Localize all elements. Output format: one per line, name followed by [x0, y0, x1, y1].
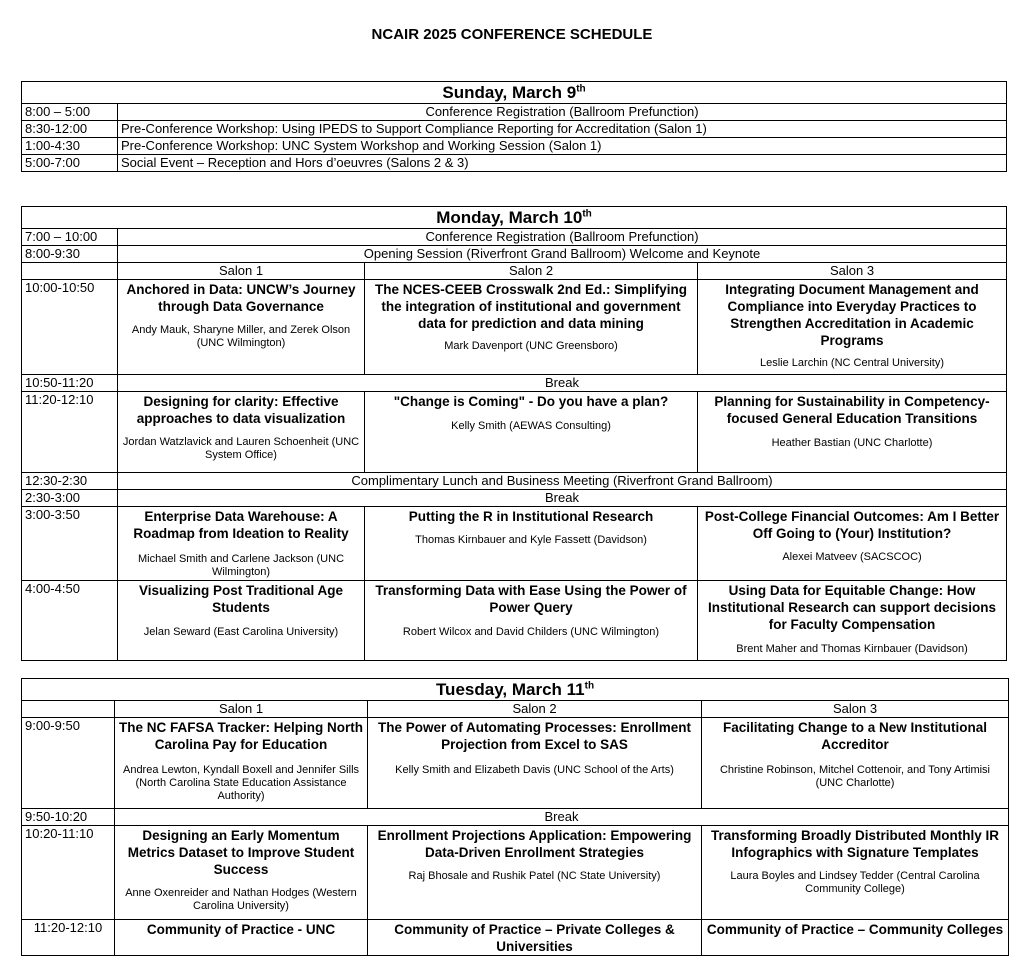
session-presenters: Kelly Smith and Elizabeth Davis (UNC School of the Arts) — [395, 764, 674, 776]
session-cell — [118, 581, 365, 661]
monday-heading: Monday, March 10th — [22, 207, 1007, 229]
session-cell — [365, 581, 698, 661]
time-cell: 1:00-4:30 — [22, 138, 118, 155]
session-cell — [698, 581, 1007, 661]
tuesday-heading: Tuesday, March 11th — [22, 679, 1009, 701]
session-title: Integrating Document Management and Compliance into Everyday Practices to Strengthen Accreditation in Academic Programs — [725, 282, 979, 348]
salon-2-header: Salon 2 — [365, 263, 698, 280]
table-row — [22, 490, 1007, 507]
time-cell: 5:00-7:00 — [22, 155, 118, 172]
session-cell — [365, 507, 698, 581]
event-cell: Opening Session (Riverfront Grand Ballroom) Welcome and Keynote — [118, 246, 1007, 263]
empty-cell — [22, 263, 118, 280]
session-row — [22, 280, 1007, 375]
session-cell — [698, 507, 1007, 581]
session-presenters: Alexei Matveev (SACSCOC) — [782, 551, 922, 563]
session-title: Planning for Sustainability in Competency-focused General Education Transitions — [714, 394, 990, 426]
session-row — [22, 507, 1007, 581]
event-cell: Pre-Conference Workshop: Using IPEDS to Support Compliance Reporting for Accreditation (Salon 1) — [118, 121, 1007, 138]
session-title: Post-College Financial Outcomes: Am I Better Off Going to (Your) Institution? — [704, 509, 1000, 541]
table-row — [22, 121, 1007, 138]
session-cell — [365, 280, 698, 375]
salon-3-header: Salon 3 — [698, 263, 1007, 280]
salon-1-header: Salon 1 — [118, 263, 365, 280]
session-title: Anchored in Data: UNCW’s Journey through Data Governance — [126, 282, 356, 314]
session-presenters: Andy Mauk, Sharyne Miller, and Zerek Olson (UNC Wilmington) — [131, 324, 351, 349]
session-presenters: Raj Bhosale and Rushik Patel (NC State University) — [408, 870, 661, 882]
table-row — [22, 104, 1007, 121]
session-presenters: Thomas Kirnbauer and Kyle Fassett (Davidson) — [415, 534, 647, 546]
session-cell — [118, 507, 365, 581]
session-title: Community of Practice - UNC — [146, 922, 336, 937]
table-row — [22, 155, 1007, 172]
sunday-heading: Sunday, March 9th — [22, 82, 1007, 104]
time-cell: 9:50-10:20 — [22, 809, 115, 826]
session-title: Putting the R in Institutional Research — [408, 509, 654, 524]
salon-header-row — [22, 263, 1007, 280]
time-cell: 11:20-12:10 — [22, 920, 115, 956]
session-title: Using Data for Equitable Change: How Institutional Research can support decisions for Faculty Compensation — [707, 583, 997, 632]
break-cell: Break — [118, 375, 1007, 392]
salon-header-row — [22, 701, 1009, 718]
time-cell: 8:00 – 5:00 — [22, 104, 118, 121]
time-cell: 2:30-3:00 — [22, 490, 118, 507]
tuesday-header-row — [22, 679, 1009, 701]
session-presenters: Jordan Watzlavick and Lauren Schoenheit (UNC System Office) — [122, 436, 360, 461]
table-row — [22, 375, 1007, 392]
session-cell — [702, 920, 1009, 956]
document-title: NCAIR 2025 CONFERENCE SCHEDULE — [371, 26, 653, 43]
salon-3-header: Salon 3 — [702, 701, 1009, 718]
session-title: Transforming Broadly Distributed Monthly IR Infographics with Signature Templates — [710, 828, 999, 860]
session-presenters: Kelly Smith (AEWAS Consulting) — [451, 420, 611, 432]
monday-table — [21, 206, 1007, 661]
session-row — [22, 718, 1009, 809]
session-cell — [115, 826, 368, 920]
session-cell — [115, 718, 368, 809]
session-cell — [698, 392, 1007, 473]
session-cell — [118, 280, 365, 375]
time-cell: 8:00-9:30 — [22, 246, 118, 263]
table-row — [22, 809, 1009, 826]
table-row — [22, 229, 1007, 246]
event-cell: Conference Registration (Ballroom Prefunction) — [118, 104, 1007, 121]
session-presenters: Christine Robinson, Mitchel Cottenoir, and Tony Artimisi (UNC Charlotte) — [719, 764, 991, 789]
sunday-table — [21, 81, 1007, 172]
salon-1-header: Salon 1 — [115, 701, 368, 718]
event-cell: Pre-Conference Workshop: UNC System Workshop and Working Session (Salon 1) — [118, 138, 1007, 155]
time-cell: 12:30-2:30 — [22, 473, 118, 490]
session-title: Community of Practice – Private Colleges & Universities — [394, 922, 675, 954]
session-cell — [698, 280, 1007, 375]
session-row — [22, 392, 1007, 473]
time-cell: 4:00-4:50 — [22, 581, 118, 661]
session-cell — [702, 718, 1009, 809]
tuesday-table — [21, 678, 1009, 956]
event-cell: Complimentary Lunch and Business Meeting (Riverfront Grand Ballroom) — [118, 473, 1007, 490]
session-presenters: Jelan Seward (East Carolina University) — [143, 626, 339, 638]
session-cell — [118, 392, 365, 473]
time-cell: 10:20-11:10 — [22, 826, 115, 920]
time-cell: 7:00 – 10:00 — [22, 229, 118, 246]
session-title: The Power of Automating Processes: Enrollment Projection from Excel to SAS — [377, 720, 692, 752]
time-cell: 3:00-3:50 — [22, 507, 118, 581]
session-title: "Change is Coming" - Do you have a plan? — [393, 394, 669, 409]
session-row — [22, 920, 1009, 956]
session-presenters: Robert Wilcox and David Childers (UNC Wilmington) — [402, 626, 660, 638]
session-cell — [115, 920, 368, 956]
session-presenters: Brent Maher and Thomas Kirnbauer (Davidson) — [736, 643, 968, 655]
session-presenters: Anne Oxenreider and Nathan Hodges (Western Carolina University) — [125, 887, 357, 912]
session-title: Enterprise Data Warehouse: A Roadmap from Ideation to Reality — [133, 509, 349, 541]
table-row — [22, 246, 1007, 263]
session-title: The NCES-CEEB Crosswalk 2nd Ed.: Simplifying the integration of institutional and government data for prediction and data mining — [374, 282, 688, 331]
session-cell — [702, 826, 1009, 920]
sunday-header-row — [22, 82, 1007, 104]
session-title: Community of Practice – Community Colleges — [706, 922, 1004, 937]
table-row — [22, 138, 1007, 155]
salon-2-header: Salon 2 — [368, 701, 702, 718]
session-title: The NC FAFSA Tracker: Helping North Carolina Pay for Education — [118, 720, 364, 752]
event-cell: Conference Registration (Ballroom Prefunction) — [118, 229, 1007, 246]
session-title: Designing an Early Momentum Metrics Dataset to Improve Student Success — [127, 828, 355, 877]
session-cell — [368, 718, 702, 809]
table-row — [22, 473, 1007, 490]
monday-header-row — [22, 207, 1007, 229]
break-cell: Break — [115, 809, 1009, 826]
session-presenters: Laura Boyles and Lindsey Tedder (Central Carolina Community College) — [730, 870, 980, 895]
session-presenters: Mark Davenport (UNC Greensboro) — [444, 340, 618, 352]
empty-cell — [22, 701, 115, 718]
session-title: Enrollment Projections Application: Empowering Data-Driven Enrollment Strategies — [377, 828, 692, 860]
session-title: Visualizing Post Traditional Age Students — [138, 583, 344, 615]
session-presenters: Heather Bastian (UNC Charlotte) — [771, 437, 933, 449]
session-title: Facilitating Change to a New Institutional Accreditor — [722, 720, 987, 752]
session-row — [22, 581, 1007, 661]
session-title: Transforming Data with Ease Using the Power of Power Query — [375, 583, 687, 615]
time-cell: 10:50-11:20 — [22, 375, 118, 392]
session-presenters: Andrea Lewton, Kyndall Boxell and Jennifer Sills (North Carolina State Education Assistance Authority) — [122, 764, 360, 802]
break-cell: Break — [118, 490, 1007, 507]
time-cell: 11:20-12:10 — [22, 392, 118, 473]
time-cell: 8:30-12:00 — [22, 121, 118, 138]
session-presenters: Michael Smith and Carlene Jackson (UNC Wilmington) — [137, 553, 345, 578]
session-cell — [365, 392, 698, 473]
event-cell: Social Event – Reception and Hors d’oeuvres (Salons 2 & 3) — [118, 155, 1007, 172]
session-row — [22, 826, 1009, 920]
session-cell — [368, 920, 702, 956]
time-cell: 9:00-9:50 — [22, 718, 115, 809]
session-cell — [368, 826, 702, 920]
time-cell: 10:00-10:50 — [22, 280, 118, 375]
session-presenters: Leslie Larchin (NC Central University) — [760, 357, 945, 369]
session-title: Designing for clarity: Effective approaches to data visualization — [136, 394, 346, 426]
